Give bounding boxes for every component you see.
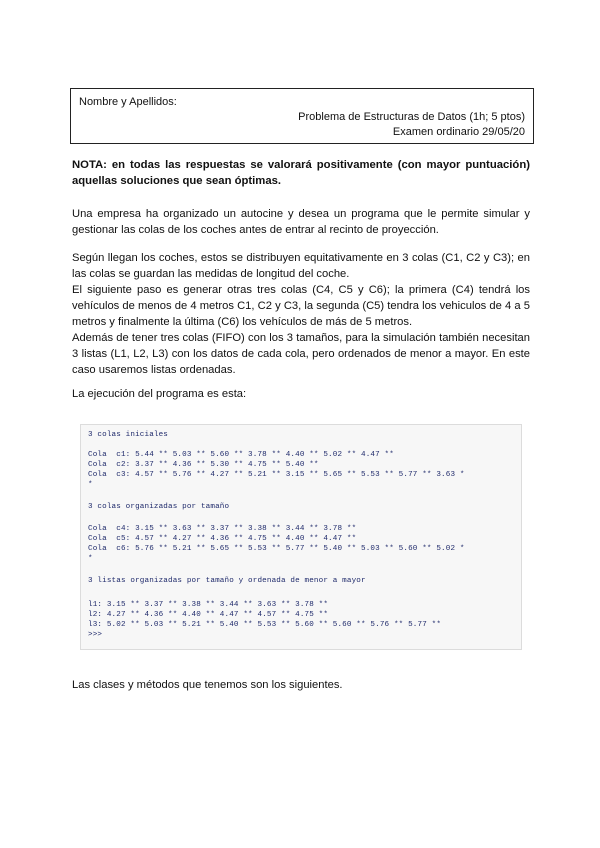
- execution-intro: La ejecución del programa es esta:: [72, 388, 247, 400]
- console-output: [80, 424, 522, 650]
- description-line-3: Además de tener tres colas (FIFO) con los 3 tamaños, para la simulación también necesitan 3 listas (L1, L2, L3) con los datos de cada cola, pero ordenados de menor a mayor. En este caso usaremos listas ordenadas.: [72, 332, 530, 376]
- console-line: *: [88, 555, 93, 563]
- console-line: *: [88, 481, 93, 489]
- console-line: l2: 4.27 ** 4.36 ** 4.40 ** 4.47 ** 4.57 ** 4.75 **: [88, 611, 329, 619]
- console-line: l3: 5.02 ** 5.03 ** 5.21 ** 5.40 ** 5.53 ** 5.60 ** 5.60 ** 5.76 ** 5.77 **: [88, 621, 442, 629]
- console-line: Cola c5: 4.57 ** 4.27 ** 4.36 ** 4.75 ** 4.40 ** 4.47 **: [88, 535, 357, 543]
- console-line: 3 listas organizadas por tamaño y ordenada de menor a mayor: [88, 577, 366, 585]
- description-line-2: El siguiente paso es generar otras tres colas (C4, C5 y C6); la primera (C4) tendrá los vehículos de menos de 4 metros C1, C2 y C3, la segunda (C5) tendra los vehiculos de 4 a 5 metros y finalmente la última (C6) los vehículos de más de 5 metros.: [72, 284, 530, 328]
- console-line: 3 colas organizadas por tamaño: [88, 503, 230, 511]
- exam-date: Examen ordinario 29/05/20: [392, 126, 525, 138]
- description-line-1: Según llegan los coches, estos se distribuyen equitativamente en 3 colas (C1, C2 y C3); en las colas se guardan las medidas de longitud del coche.: [72, 252, 530, 280]
- console-line: Cola c2: 3.37 ** 4.36 ** 5.30 ** 4.75 ** 5.40 **: [88, 461, 319, 469]
- name-label: Nombre y Apellidos:: [79, 96, 177, 108]
- problem-title: Problema de Estructuras de Datos (1h; 5 ptos): [298, 111, 525, 123]
- console-line: Cola c1: 5.44 ** 5.03 ** 5.60 ** 3.78 ** 4.40 ** 5.02 ** 4.47 **: [88, 451, 394, 459]
- console-line: Cola c4: 3.15 ** 3.63 ** 3.37 ** 3.38 ** 3.44 ** 3.78 **: [88, 525, 357, 533]
- console-prompt: >>>: [88, 631, 103, 639]
- console-line: 3 colas iniciales: [88, 431, 169, 439]
- console-line: Cola c3: 4.57 ** 5.76 ** 4.27 ** 5.21 ** 3.15 ** 5.65 ** 5.53 ** 5.77 ** 3.63 *: [88, 471, 465, 479]
- console-line: Cola c6: 5.76 ** 5.21 ** 5.65 ** 5.53 ** 5.77 ** 5.40 ** 5.03 ** 5.60 ** 5.02 *: [88, 545, 465, 553]
- description-paragraph: [72, 250, 530, 378]
- console-line: l1: 3.15 ** 3.37 ** 3.38 ** 3.44 ** 3.63 ** 3.78 **: [88, 601, 329, 609]
- intro-paragraph: Una empresa ha organizado un autocine y desea un programa que le permite simular y gestionar las colas de los coches antes de entrar al recinto de proyección.: [72, 208, 530, 236]
- header-box: [70, 88, 534, 144]
- classes-intro: Las clases y métodos que tenemos son los siguientes.: [72, 679, 343, 691]
- note-paragraph: NOTA: en todas las respuestas se valorará positivamente (con mayor puntuación) aquellas soluciones que sean óptimas.: [72, 159, 530, 187]
